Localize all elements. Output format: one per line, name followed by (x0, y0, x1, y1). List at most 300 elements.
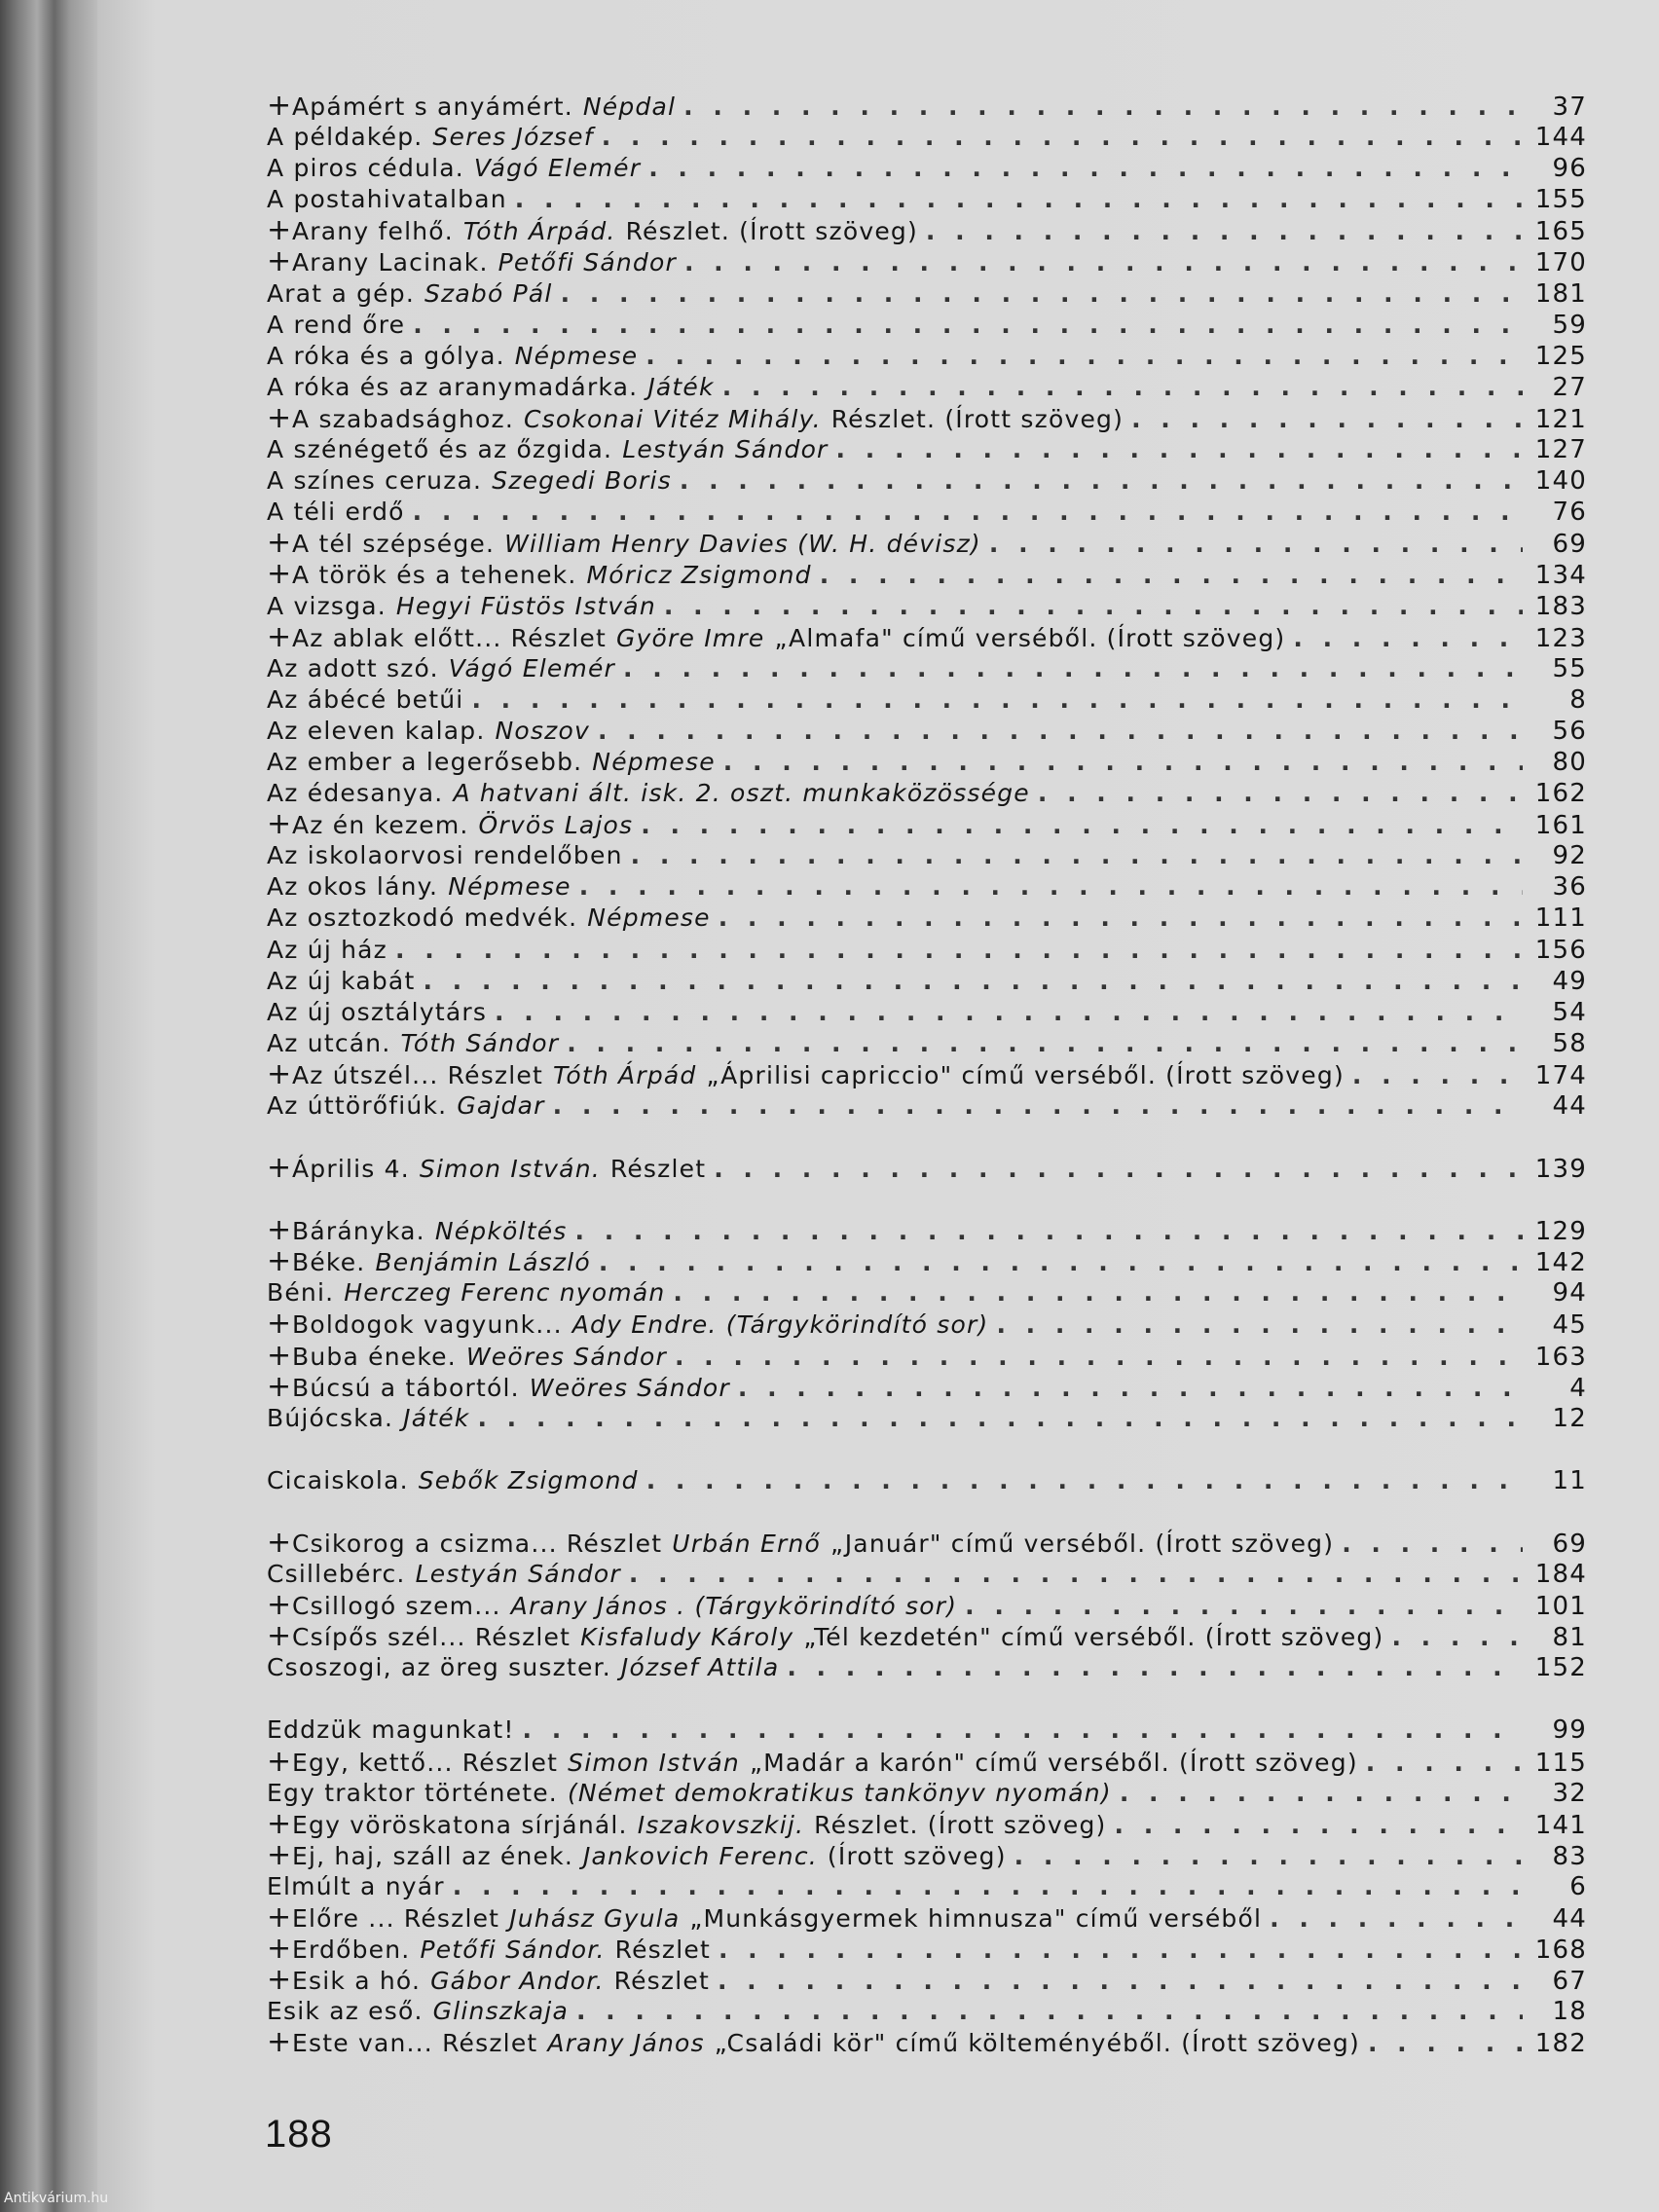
entry-title: A szénégető és az őzgida. (267, 435, 613, 464)
entry-title: Esik a hó. (292, 1967, 422, 1996)
entry-author: Népmese (587, 903, 711, 933)
entry-marker: + (267, 1372, 293, 1404)
entry-author: Simon István (568, 1748, 740, 1777)
toc-entry (267, 1466, 1587, 1497)
entry-page-number: 11 (1552, 1465, 1587, 1495)
dot-leader (836, 435, 1523, 463)
entry-title: A színes ceruza. (267, 466, 483, 496)
toc-entry (267, 1091, 1587, 1123)
entry-author: Herczeg Ferenc nyomán (344, 1278, 666, 1308)
entry-marker: + (267, 1216, 293, 1248)
entry-note: „Madár a karón" című verséből. (Írott szöveg) (749, 1748, 1358, 1777)
entry-page-number: 54 (1552, 997, 1587, 1027)
entry-marker: + (267, 1341, 293, 1373)
toc-entry (267, 498, 1587, 529)
dot-leader (648, 154, 1523, 182)
toc-entry (267, 1029, 1587, 1060)
entry-author: Arany János . (Tárgykörindító sor) (510, 1592, 958, 1621)
toc-entry (267, 872, 1587, 903)
dot-leader (738, 1374, 1523, 1402)
entry-page-number: 129 (1534, 1217, 1587, 1247)
toc-entry (267, 373, 1587, 404)
entry-page-number: 141 (1534, 1810, 1587, 1840)
dot-leader (722, 373, 1523, 401)
book-spine (0, 0, 97, 2212)
entry-author: Népmese (592, 747, 716, 776)
entry-author: Kisfaludy Károly (580, 1623, 794, 1652)
entry-author: Benjámin László (375, 1248, 591, 1277)
entry-title: Csillebérc. (267, 1560, 406, 1589)
entry-marker: + (267, 247, 293, 279)
toc-entry (267, 154, 1587, 185)
toc-entry (267, 311, 1587, 342)
entry-page-number: 142 (1534, 1248, 1587, 1278)
toc-entry (267, 685, 1587, 717)
entry-marker: + (267, 1935, 293, 1967)
entry-author: Iszakovszkij. (637, 1810, 805, 1839)
entry-note: „Tél kezdetén" című verséből. (Írott szöveg) (803, 1623, 1384, 1652)
entry-title: Csípős szél... Részlet (292, 1623, 571, 1652)
dot-leader (576, 1997, 1523, 2025)
toc-entry (267, 560, 1587, 591)
entry-page-number: 163 (1534, 1342, 1587, 1372)
entry-title: Az eleven kalap. (267, 716, 486, 745)
entry-author: Vágó Elemér (473, 154, 642, 183)
toc-entry (267, 123, 1587, 154)
entry-author: Népmese (448, 872, 571, 902)
entry-page-number: 139 (1534, 1155, 1587, 1185)
toc-entry (267, 435, 1587, 466)
entry-page-number: 27 (1552, 372, 1587, 402)
dot-leader (723, 748, 1523, 776)
entry-title: Egy vöröskatona sírjánál. (292, 1810, 628, 1839)
entry-title: Ej, haj, száll az ének. (292, 1841, 573, 1870)
entry-author: Lestyán Sándor (415, 1560, 621, 1589)
entry-author: Móricz Zsigmond (586, 561, 812, 590)
entry-title: Előre ... Részlet (292, 1903, 500, 1933)
toc-entry (267, 1715, 1587, 1747)
entry-page-number: 127 (1534, 435, 1587, 465)
entry-title: Esik az eső. (267, 1997, 424, 2026)
entry-page-number: 162 (1534, 779, 1587, 809)
toc-entry (267, 529, 1587, 560)
dot-leader (471, 685, 1523, 714)
entry-page-number: 67 (1552, 1967, 1587, 1997)
entry-page-number: 6 (1569, 1871, 1587, 1901)
entry-page-number: 12 (1552, 1403, 1587, 1433)
entry-marker: + (267, 1902, 293, 1935)
entry-author: Játék (403, 1403, 470, 1432)
dot-leader (423, 967, 1523, 995)
entry-title: Egy, kettő... Részlet (292, 1748, 559, 1777)
entry-marker: + (267, 1809, 293, 1841)
toc-entry (267, 1560, 1587, 1591)
entry-author: Tóth Sándor (400, 1028, 560, 1057)
entry-page-number: 81 (1552, 1623, 1587, 1653)
entry-title: Az osztozkodó medvék. (267, 903, 578, 933)
entry-page-number: 37 (1552, 92, 1587, 122)
entry-title: A példakép. (267, 123, 424, 152)
entry-note: Részlet. (Írott szöveg) (814, 1810, 1107, 1839)
toc-entry (267, 623, 1587, 654)
toc-entry (267, 748, 1587, 779)
toc-entry (267, 998, 1587, 1029)
toc-entry (267, 717, 1587, 748)
toc-entry (267, 185, 1587, 216)
toc-entry (267, 1748, 1587, 1779)
entry-page-number: 161 (1534, 811, 1587, 841)
toc-entry (267, 1278, 1587, 1309)
entry-page-number: 45 (1552, 1310, 1587, 1341)
entry-page-number: 111 (1534, 903, 1587, 934)
entry-author: A hatvani ált. isk. 2. oszt. munkaközössége (453, 779, 1030, 808)
entry-author: Vágó Elemér (448, 653, 616, 682)
dot-leader (675, 1343, 1523, 1371)
entry-page-number: 69 (1552, 1529, 1587, 1559)
entry-page-number: 32 (1552, 1778, 1587, 1808)
dot-leader (477, 1404, 1523, 1432)
toc-entry (267, 1342, 1587, 1373)
dot-leader (579, 872, 1523, 901)
entry-author: Csokonai Vitéz Mihály. (524, 404, 822, 433)
toc-entry (267, 779, 1587, 810)
toc-entry (267, 1997, 1587, 2028)
entry-author: Szegedi Boris (492, 466, 672, 496)
dot-leader (719, 1936, 1523, 1964)
entry-author: Szabó Pál (424, 278, 553, 308)
entry-page-number: 140 (1534, 466, 1587, 497)
entry-marker: + (267, 622, 293, 654)
entry-note: „Almafa" című verséből. (Írott szöveg) (774, 623, 1286, 652)
toc-entry (267, 466, 1587, 498)
entry-marker: + (267, 1309, 293, 1342)
entry-title: A szabadsághoz. (292, 404, 514, 433)
dot-leader (1342, 1530, 1523, 1558)
entry-page-number: 182 (1534, 2029, 1587, 2059)
entry-title: Elmúlt a nyár (267, 1871, 445, 1900)
entry-note: Részlet (614, 1936, 711, 1965)
dot-leader (1293, 624, 1523, 652)
dot-leader (495, 998, 1523, 1026)
entry-author: Urbán Ernő (672, 1529, 821, 1558)
entry-marker: + (267, 1528, 293, 1560)
dot-leader (553, 1091, 1523, 1120)
dot-leader (1352, 1061, 1523, 1089)
entry-note: „Családi kör" című költeményéből. (Írott szöveg) (714, 2029, 1360, 2058)
toc-entry (267, 2028, 1587, 2059)
entry-page-number: 44 (1552, 1091, 1587, 1121)
entry-author: Juhász Gyula (509, 1903, 681, 1933)
dot-leader (965, 1592, 1523, 1620)
dot-leader (787, 1653, 1523, 1681)
toc-entry (267, 592, 1587, 623)
entry-author: Játék (647, 372, 715, 401)
toc-entry (267, 1841, 1587, 1872)
entry-page-number: 83 (1552, 1841, 1587, 1871)
dot-leader (673, 1278, 1523, 1307)
entry-author: Petőfi Sándor (498, 248, 677, 277)
entry-title: Boldogok vagyunk... (292, 1310, 563, 1340)
dot-leader (641, 811, 1523, 839)
entry-marker: + (267, 1154, 293, 1186)
entry-title: Az iskolaorvosi rendelőben (267, 841, 623, 870)
dot-leader (664, 592, 1523, 620)
entry-page-number: 155 (1534, 185, 1587, 215)
dot-leader (623, 654, 1523, 682)
toc-entry (267, 903, 1587, 935)
entry-author: Népköltés (434, 1217, 568, 1246)
entry-author: Noszov (495, 716, 590, 745)
toc-entry (267, 342, 1587, 373)
entry-title: Erdőben. (292, 1936, 411, 1965)
entry-page-number: 174 (1534, 1060, 1587, 1090)
entry-title: Bárányka. (292, 1217, 425, 1246)
dot-leader (413, 498, 1523, 526)
dot-leader (1038, 779, 1523, 807)
entry-marker: + (267, 92, 293, 123)
entry-author: Seres József (432, 123, 594, 152)
entry-marker: + (267, 1747, 293, 1779)
dot-leader (1391, 1623, 1523, 1651)
dot-leader (575, 1217, 1523, 1245)
entry-note: „Munkásgyermek himnusza" című verséből (689, 1903, 1263, 1933)
entry-author: Glinszkaja (432, 1997, 569, 2026)
dot-leader (515, 185, 1523, 213)
toc-entry (267, 279, 1587, 311)
entry-author: Gajdar (457, 1091, 545, 1120)
toc-entry (267, 1966, 1587, 1997)
dot-leader (413, 311, 1523, 339)
dot-leader (1115, 1811, 1523, 1839)
entry-page-number: 115 (1534, 1748, 1587, 1778)
entry-author: Györe Imre (615, 623, 765, 652)
dot-leader (631, 841, 1523, 869)
entry-title: Az új ház (267, 935, 387, 964)
entry-note: „Január" című verséből. (Írott szöveg) (830, 1529, 1335, 1558)
toc-entry (267, 92, 1587, 123)
dot-leader (561, 279, 1523, 308)
entry-marker: + (267, 529, 293, 561)
dot-leader (683, 92, 1523, 121)
entry-author: Tóth Árpád. (462, 217, 616, 246)
entry-page-number: 101 (1534, 1592, 1587, 1622)
entry-author: József Attila (620, 1653, 780, 1682)
dot-leader (718, 1967, 1523, 1995)
entry-page-number: 92 (1552, 841, 1587, 871)
entry-title: A piros cédula. (267, 154, 464, 183)
toc-entry (267, 1309, 1587, 1341)
entry-title: Az okos lány. (267, 872, 439, 902)
entry-page-number: 58 (1552, 1028, 1587, 1058)
entry-marker: + (267, 810, 293, 842)
entry-marker: + (267, 2028, 293, 2060)
dot-leader (1120, 1779, 1523, 1807)
dot-leader (598, 717, 1523, 745)
entry-title: Az én kezem. (292, 811, 469, 840)
toc-entry (267, 1404, 1587, 1435)
toc-entry (267, 810, 1587, 841)
entry-author: William Henry Davies (W. H. dévisz) (504, 530, 981, 559)
entry-title: A rend őre (267, 310, 406, 339)
entry-title: Az ember a legerősebb. (267, 747, 583, 776)
entry-title: A róka és az aranymadárka. (267, 372, 639, 401)
entry-title: Apámért s anyámért. (292, 92, 573, 121)
entry-author: Hegyi Füstös István (395, 591, 656, 620)
entry-title: Egy traktor története. (267, 1778, 558, 1807)
entry-author: Népmese (514, 341, 639, 370)
entry-marker: + (267, 560, 293, 592)
toc-entry (267, 1810, 1587, 1841)
entry-title: Az adott szó. (267, 653, 439, 682)
entry-page-number: 80 (1552, 747, 1587, 777)
toc-entry (267, 216, 1587, 247)
entry-author: Petőfi Sándor. (420, 1936, 606, 1965)
entry-page-number: 99 (1552, 1715, 1587, 1746)
toc-entry (267, 654, 1587, 685)
entry-title: Az ábécé betűi (267, 684, 464, 714)
entry-title: Arany felhő. (292, 217, 454, 246)
toc-entry (267, 841, 1587, 872)
toc-entry (267, 1060, 1587, 1091)
entry-page-number: 8 (1569, 684, 1587, 715)
entry-title: Csillogó szem... (292, 1592, 501, 1621)
entry-page-number: 44 (1552, 1903, 1587, 1934)
entry-note: Részlet (609, 1155, 707, 1184)
dot-leader (680, 466, 1523, 495)
entry-author: Arany János (547, 2029, 705, 2058)
entry-title: A tél szépsége. (292, 530, 496, 559)
table-of-contents (267, 92, 1587, 2059)
entry-note: (Írott szöveg) (827, 1841, 1007, 1870)
entry-title: Cicaiskola. (267, 1465, 409, 1494)
dot-leader (523, 1715, 1523, 1744)
dot-leader (602, 123, 1523, 151)
entry-title: Arany Lacinak. (292, 248, 489, 277)
entry-title: Búcsú a tábortól. (292, 1373, 520, 1402)
toc-entry (267, 1653, 1587, 1684)
toc-entry (267, 247, 1587, 278)
entry-title: Az édesanya. (267, 779, 444, 808)
entry-title: Buba éneke. (292, 1342, 457, 1371)
entry-author: (Német demokratikus tankönyv nyomán) (567, 1778, 1112, 1807)
toc-entry (267, 1903, 1587, 1935)
dot-leader (719, 903, 1523, 932)
entry-title: A török és a tehenek. (292, 561, 577, 590)
toc-entry (267, 1591, 1587, 1622)
entry-page-number: 168 (1534, 1936, 1587, 1966)
entry-page-number: 36 (1552, 872, 1587, 903)
entry-note: Részlet (613, 1967, 710, 1996)
watermark: Antikvárium.hu (4, 2191, 109, 2206)
toc-entry (267, 1154, 1587, 1185)
entry-title: Béni. (267, 1278, 335, 1308)
entry-marker: + (267, 1059, 293, 1091)
entry-page-number: 183 (1534, 591, 1587, 621)
dot-leader (996, 1310, 1523, 1339)
entry-author: Ady Endre. (Tárgykörindító sor) (571, 1310, 989, 1340)
entry-marker: + (267, 1247, 293, 1279)
dot-leader (684, 248, 1523, 276)
entry-page-number: 56 (1552, 716, 1587, 746)
entry-author: Gábor Andor. (430, 1967, 605, 1996)
dot-leader (646, 1466, 1523, 1494)
entry-marker: + (267, 1840, 293, 1872)
dot-leader (645, 342, 1523, 370)
entry-page-number: 152 (1534, 1653, 1587, 1683)
entry-note: „Áprilisi capriccio" című verséből. (Írott szöveg) (706, 1060, 1345, 1089)
toc-entry (267, 1872, 1587, 1903)
entry-page-number: 170 (1534, 248, 1587, 278)
entry-title: Este van... Részlet (292, 2029, 538, 2058)
toc-entry (267, 967, 1587, 998)
entry-author: Jankovich Ferenc. (582, 1841, 818, 1870)
entry-author: Simon István. (419, 1155, 601, 1184)
entry-author: Weöres Sándor (465, 1342, 667, 1371)
entry-page-number: 94 (1552, 1278, 1587, 1309)
toc-entry (267, 1622, 1587, 1653)
entry-title: Az új kabát (267, 966, 416, 995)
dot-leader (1270, 1904, 1523, 1933)
entry-title: Bújócska. (267, 1403, 394, 1432)
entry-author: Tóth Árpád (552, 1060, 697, 1089)
dot-leader (1131, 405, 1523, 433)
dot-leader (714, 1155, 1523, 1183)
entry-author: Sebők Zsigmond (418, 1465, 639, 1494)
dot-leader (395, 936, 1523, 964)
dot-leader (567, 1029, 1523, 1057)
entry-marker: + (267, 216, 293, 248)
entry-note: Részlet. (Írott szöveg) (830, 404, 1124, 433)
entry-title: Arat a gép. (267, 278, 415, 308)
entry-author: Népdal (582, 92, 677, 121)
entry-page-number: 181 (1534, 278, 1587, 309)
entry-title: Csikorog a csizma... Részlet (292, 1529, 663, 1558)
entry-title: Eddzük magunkat! (267, 1715, 515, 1745)
entry-page-number: 18 (1552, 1997, 1587, 2027)
entry-title: A vizsga. (267, 591, 387, 620)
entry-author: Lestyán Sándor (622, 435, 829, 464)
dot-leader (989, 530, 1523, 558)
entry-marker: + (267, 1591, 293, 1623)
entry-title: Az úttörőfiúk. (267, 1091, 448, 1120)
entry-page-number: 55 (1552, 653, 1587, 683)
entry-page-number: 125 (1534, 341, 1587, 371)
toc-entry (267, 1247, 1587, 1278)
entry-page-number: 96 (1552, 154, 1587, 184)
dot-leader (1366, 1749, 1523, 1777)
entry-title: A téli erdő (267, 498, 405, 527)
entry-page-number: 4 (1569, 1373, 1587, 1403)
entry-title: A róka és a gólya. (267, 341, 505, 370)
entry-marker: + (267, 403, 293, 435)
entry-page-number: 49 (1552, 966, 1587, 996)
toc-entry (267, 404, 1587, 435)
toc-entry (267, 1779, 1587, 1810)
entry-page-number: 59 (1552, 310, 1587, 340)
entry-title: Az ablak előtt... Részlet (292, 623, 607, 652)
dot-leader (820, 561, 1523, 589)
entry-page-number: 76 (1552, 498, 1587, 528)
toc-entry (267, 1373, 1587, 1404)
entry-marker: + (267, 1622, 293, 1654)
dot-leader (453, 1872, 1523, 1900)
entry-page-number: 184 (1534, 1560, 1587, 1590)
entry-page-number: 121 (1534, 404, 1587, 434)
entry-note: Részlet. (Írott szöveg) (625, 217, 918, 246)
dot-leader (629, 1560, 1523, 1588)
entry-title: Április 4. (292, 1155, 410, 1184)
entry-title: Béke. (292, 1248, 366, 1277)
